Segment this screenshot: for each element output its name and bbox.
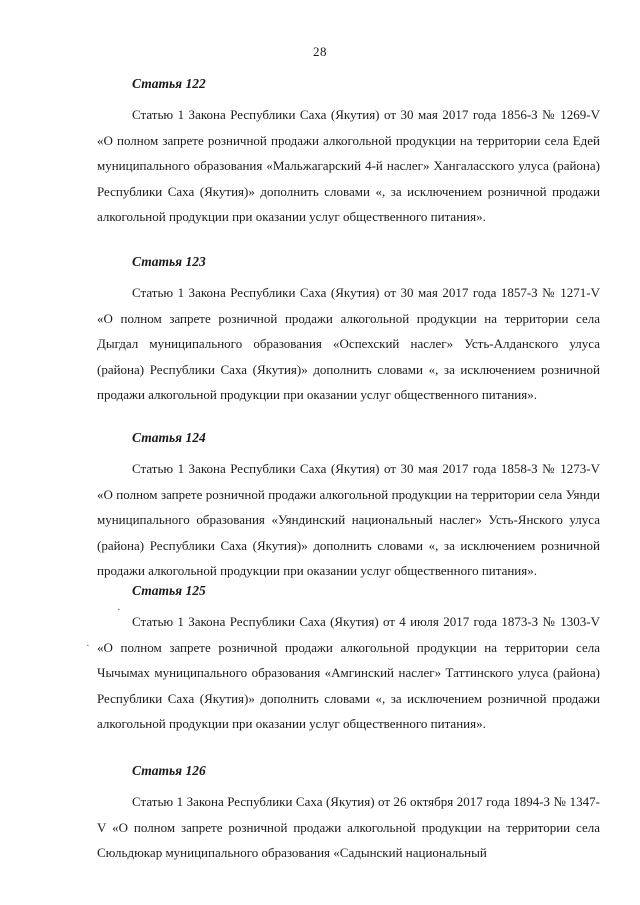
article-body: Статью 1 Закона Республики Саха (Якутия) от 26 октября 2017 года 1894-З № 1347-V «О полном запрете розничной продажи алкогольной продукции на территории села Сюльдюкар муниципального образования «Садынский национальный	[97, 794, 600, 861]
article-124	[97, 428, 600, 584]
article-125	[97, 581, 600, 737]
article-title: Статья 123	[132, 254, 206, 269]
page-number: 28	[313, 44, 327, 59]
article-title: Статья 126	[132, 763, 206, 778]
article-126	[97, 761, 600, 866]
article-title: Статья 122	[132, 76, 206, 91]
article-body: Статью 1 Закона Республики Саха (Якутия) от 30 мая 2017 года 1856-З № 1269-V «О полном запрете розничной продажи алкогольной продукции на территории села Едей муниципального образования «Мальжагарский 4-й наслег» Хангаласского улуса (района) Республики Саха (Якутия)» дополнить словами «, за исключением розничной продажи алкогольной продукции при оказании услуг общественного питания».	[97, 107, 600, 225]
article-title: Статья 125	[132, 583, 206, 598]
article-body: Статью 1 Закона Республики Саха (Якутия) от 30 мая 2017 года 1858-З № 1273-V «О полном запрете розничной продажи алкогольной продукции на территории села Уянди муниципального образования «Уяндинский национальный наслег» Усть-Янского улуса (района) Республики Саха (Якутия)» дополнить словами «, за исключением розничной продажи алкогольной продукции при оказании услуг общественного питания».	[97, 461, 600, 579]
article-123	[97, 252, 600, 408]
scan-mark: ·	[117, 604, 121, 616]
article-body: Статью 1 Закона Республики Саха (Якутия) от 4 июля 2017 года 1873-З № 1303-V «О полном запрете розничной продажи алкогольной продукции на территории села Чычымах муниципального образования «Амгинский наслег» Таттинского улуса (района) Республики Саха (Якутия)» дополнить словами «, за исключением розничной продажи алкогольной продукции при оказании услуг общественного питания».	[97, 614, 600, 732]
article-title: Статья 124	[132, 430, 206, 445]
article-body: Статью 1 Закона Республики Саха (Якутия) от 30 мая 2017 года 1857-З № 1271-V «О полном запрете розничной продажи алкогольной продукции на территории села Дыгдал муниципального образования «Оспехский наслег» Усть-Алданского улуса (района) Республики Саха (Якутия)» дополнить словами «, за исключением розничной продажи алкогольной продукции при оказании услуг общественного питания».	[97, 285, 600, 403]
scan-mark: ·	[86, 640, 90, 652]
article-122	[97, 74, 600, 230]
